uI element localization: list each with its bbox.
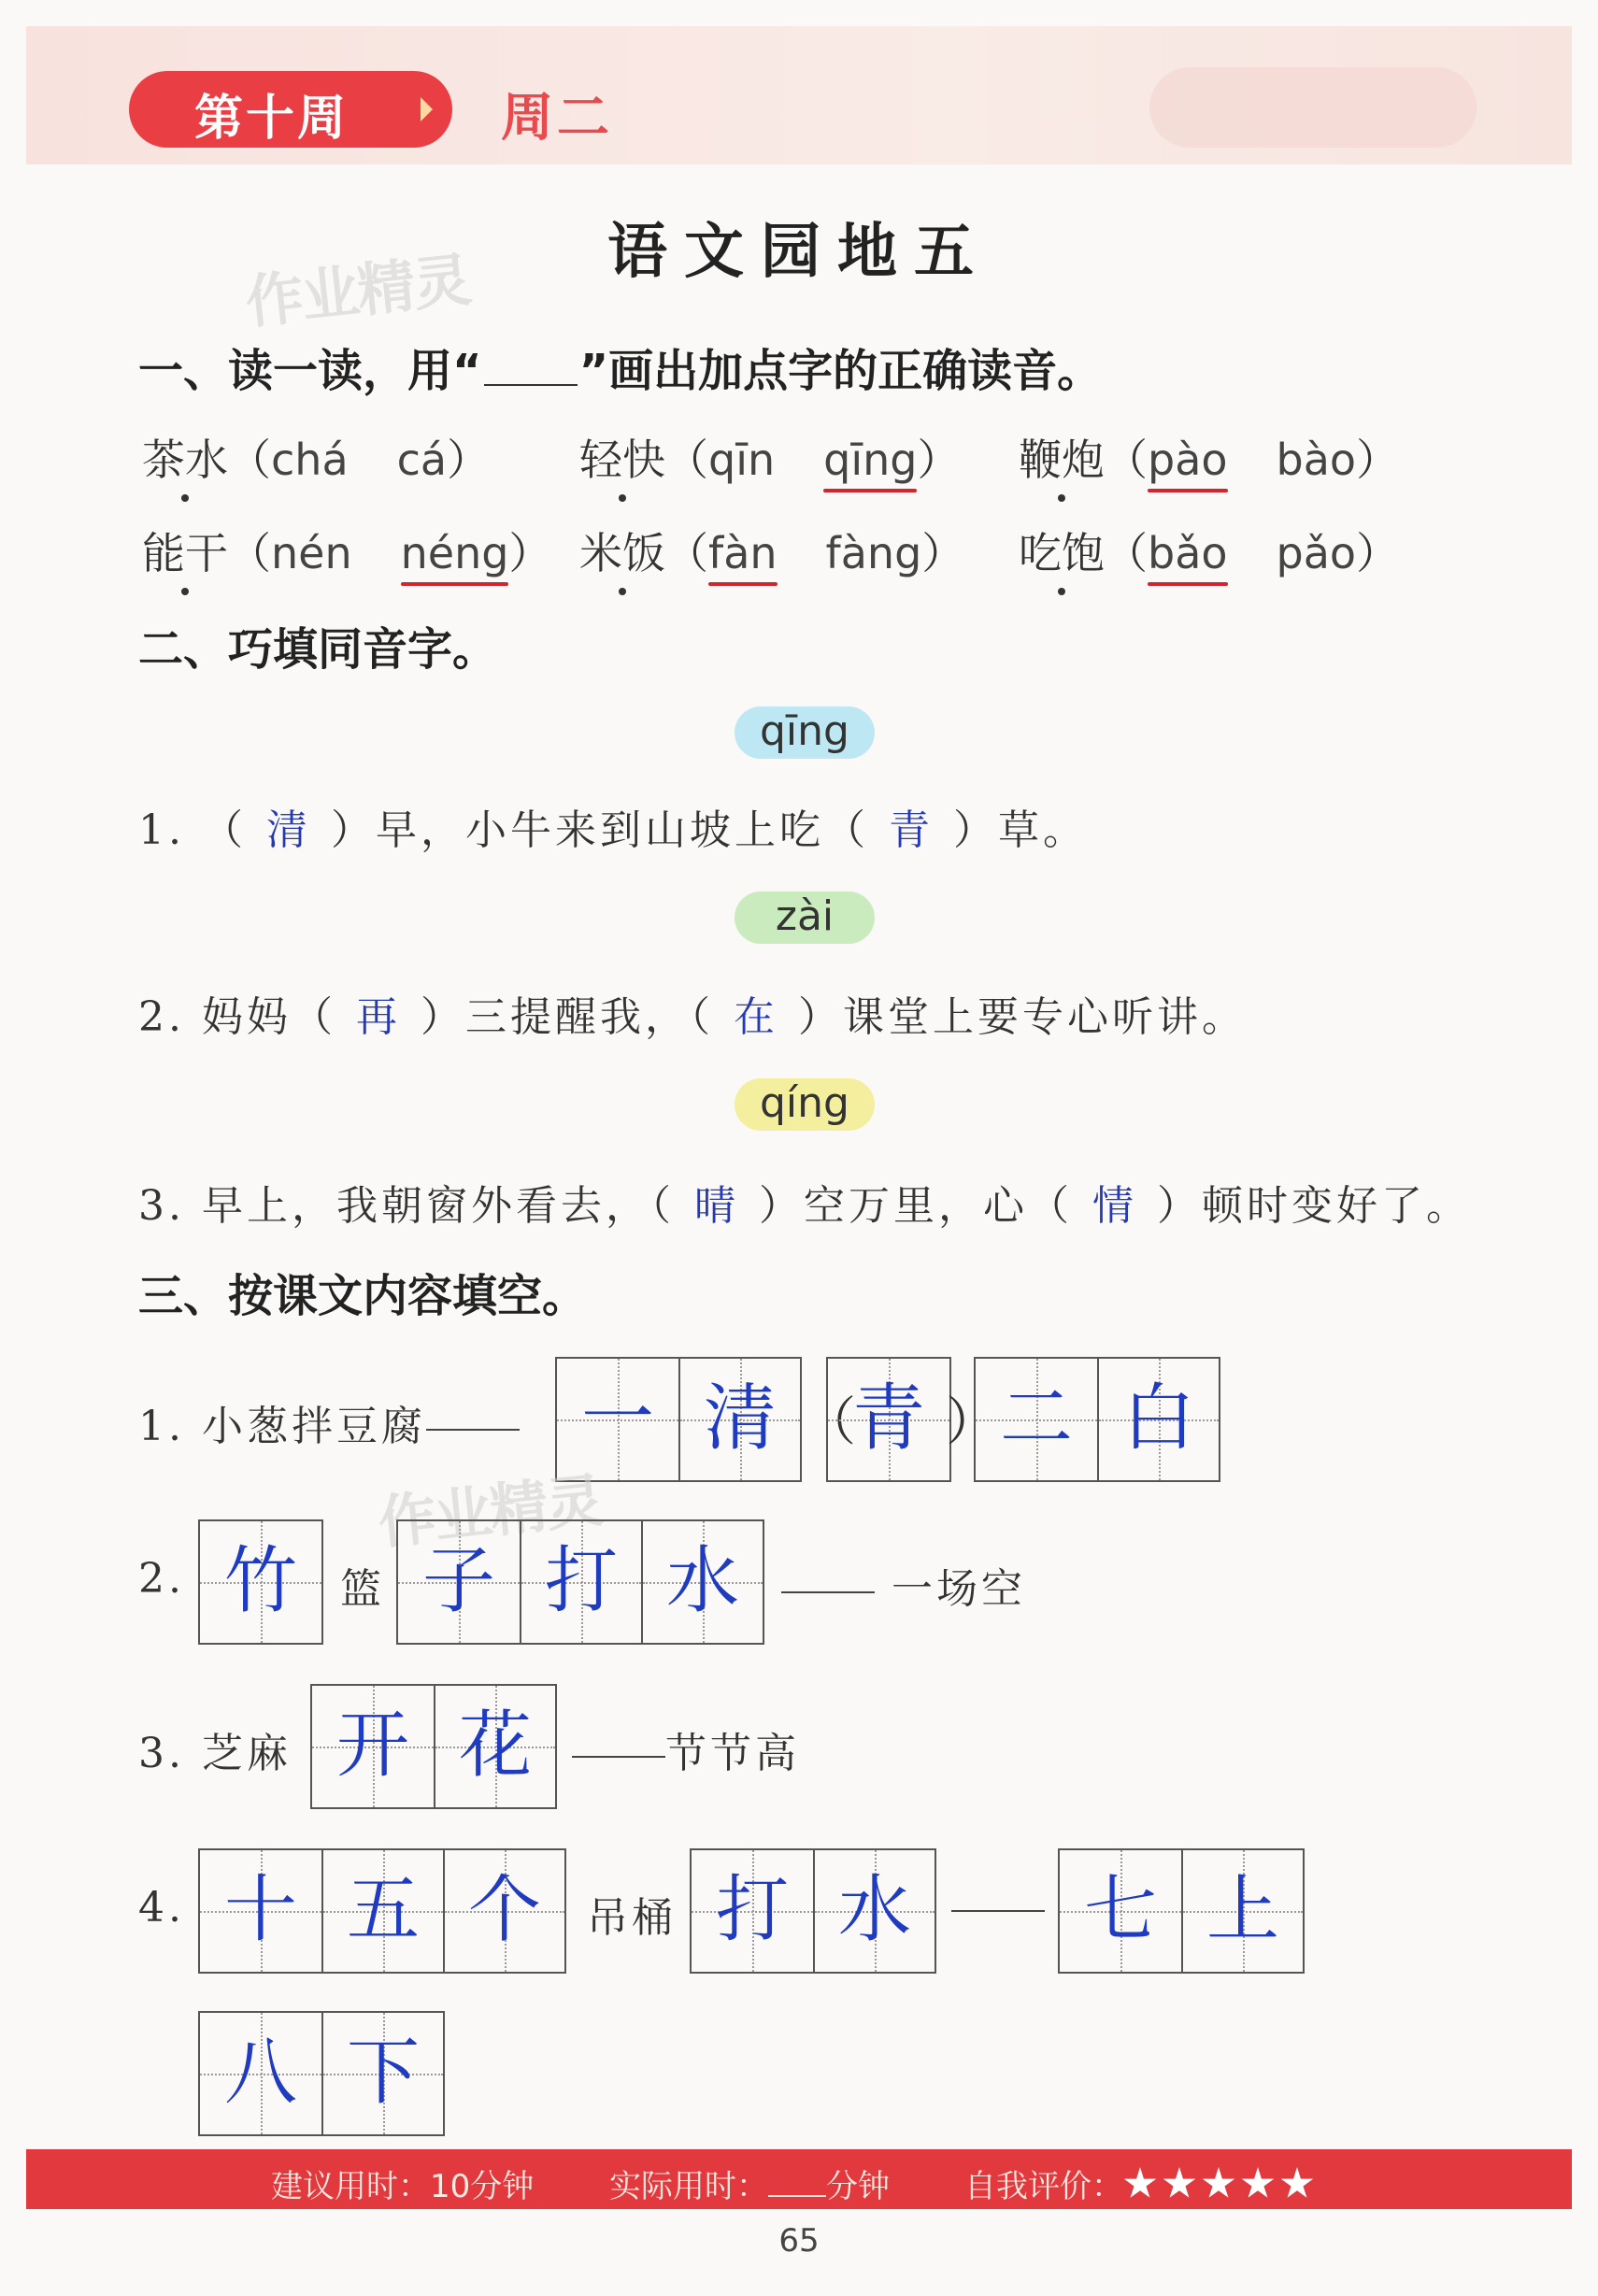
sentence-part: ）空万里，心（ xyxy=(758,1182,1073,1230)
sentence-part: ）三提醒我，（ xyxy=(420,993,714,1041)
homophone-sentence-2 xyxy=(138,983,1247,1043)
question-number: 3. xyxy=(138,1182,185,1230)
dash-line xyxy=(572,1756,665,1758)
grid-cell xyxy=(200,1850,321,1972)
grid-char: 花 xyxy=(458,1704,532,1788)
char-grid xyxy=(1058,1848,1305,1974)
grid-char: 下 xyxy=(346,2031,420,2115)
char-grid xyxy=(198,2011,445,2136)
star-icon xyxy=(1123,2167,1157,2201)
pron-option-selected: bǎo xyxy=(1148,528,1228,578)
grid-cell xyxy=(828,1359,949,1480)
sentence-part: ）课堂上要专心听讲。 xyxy=(797,993,1247,1041)
star-icon xyxy=(1163,2167,1196,2201)
grid-cell xyxy=(200,1521,321,1643)
sentence-part: ）早，小牛来到山坡上吃（ xyxy=(330,806,869,854)
grid-char: 青 xyxy=(851,1376,925,1461)
pron-word: 茶 水 xyxy=(142,435,228,485)
grid-char: 一 xyxy=(580,1376,654,1461)
watermark: 作业精灵 xyxy=(375,1465,606,1558)
pron-word: 吃饱 xyxy=(1019,528,1105,578)
answer-text: 青 xyxy=(888,806,934,854)
day-label: 周二 xyxy=(501,88,613,149)
char-grid xyxy=(555,1357,802,1482)
arrow-right-icon xyxy=(421,97,433,121)
pron-item-4: 能 干（nén néng） xyxy=(142,520,551,581)
pinyin-bubble: qīng xyxy=(735,706,875,759)
grid-cell xyxy=(321,2013,443,2134)
pron-option-selected: qīng xyxy=(823,435,918,485)
grid-cell xyxy=(976,1359,1097,1480)
pron-item-1: 茶 水（chá cá） xyxy=(142,426,490,488)
pinyin-bubble: qíng xyxy=(735,1078,875,1131)
pron-option: cá xyxy=(396,435,448,485)
grid-cell xyxy=(1060,1850,1181,1972)
grid-char: 七 xyxy=(1083,1868,1157,1952)
underline-sample xyxy=(484,350,578,386)
grid-cell xyxy=(1181,1850,1303,1972)
question-label: 小葱拌豆腐 xyxy=(201,1403,426,1450)
grid-char: 个 xyxy=(467,1868,541,1952)
pron-option: pǎo xyxy=(1276,528,1357,578)
grid-char: 开 xyxy=(335,1704,409,1788)
grid-char: 八 xyxy=(223,2031,297,2115)
char-grid xyxy=(826,1357,951,1482)
left-paren: （ xyxy=(804,1392,856,1453)
answer-text: 晴 xyxy=(693,1182,739,1230)
actual-time-label: 实际用时： xyxy=(609,2168,768,2205)
question-text: 篮 xyxy=(340,1565,385,1613)
grid-char: 五 xyxy=(346,1868,420,1952)
char-grid xyxy=(310,1684,557,1809)
grid-char: 打 xyxy=(544,1539,618,1623)
grid-char: 子 xyxy=(421,1539,495,1623)
question-number: 1. xyxy=(138,806,185,854)
char-grid xyxy=(396,1519,764,1645)
question-number: 1. xyxy=(138,1403,185,1450)
dash-line xyxy=(426,1429,520,1431)
pron-option: bào xyxy=(1276,435,1357,485)
homophone-sentence-3 xyxy=(138,1172,1471,1232)
answer-text: 清 xyxy=(265,806,311,854)
question-number: 2. xyxy=(138,1555,185,1603)
grid-cell xyxy=(434,1686,555,1807)
grid-cell xyxy=(520,1521,641,1643)
fill-question-1 xyxy=(138,1392,520,1452)
question-tail xyxy=(781,1555,1026,1615)
sentence-part: ）顿时变好了。 xyxy=(1156,1182,1471,1230)
grid-char: 竹 xyxy=(223,1539,297,1623)
grid-char: 清 xyxy=(703,1376,777,1461)
self-evaluation xyxy=(964,2161,1320,2206)
actual-time-unit: 分钟 xyxy=(826,2168,890,2205)
header-decoration xyxy=(1149,67,1477,148)
question-number: 3. xyxy=(138,1730,185,1777)
fill-question-3 xyxy=(138,1719,292,1779)
pron-option-selected: néng xyxy=(400,528,509,578)
suggested-time: 建议用时：10分钟 xyxy=(271,2168,535,2205)
question-number: 4. xyxy=(138,1884,185,1932)
pron-word: 鞭炮 xyxy=(1019,435,1105,485)
star-icon xyxy=(1202,2167,1235,2201)
section-3-heading: 三、按课文内容填空。 xyxy=(138,1270,588,1322)
pron-option-selected: fàn xyxy=(708,528,778,578)
grid-char: 白 xyxy=(1121,1376,1195,1461)
grid-char: 水 xyxy=(665,1539,739,1623)
homophone-sentence-1 xyxy=(138,796,1088,856)
self-eval-label: 自我评价： xyxy=(964,2168,1123,2205)
grid-char: 打 xyxy=(715,1868,789,1952)
sentence-part: 妈妈（ xyxy=(201,993,336,1041)
pron-item-2: 轻 快（qīn qīng） xyxy=(579,426,960,488)
grid-cell xyxy=(200,2013,321,2134)
pron-word: 能 干 xyxy=(142,528,228,578)
week-badge xyxy=(129,71,452,148)
question-text: 节节高 xyxy=(665,1730,800,1777)
pron-option: chá xyxy=(271,435,349,485)
grid-char: 十 xyxy=(223,1868,297,1952)
week-label: 第十周 xyxy=(194,91,350,147)
page-title: 语文园地五 xyxy=(607,217,991,287)
answer-text: 再 xyxy=(355,993,401,1041)
section-1-heading-pre: 一、读一读，用“ xyxy=(138,345,482,397)
watermark: 作业精灵 xyxy=(242,245,473,337)
char-grid xyxy=(974,1357,1220,1482)
grid-cell xyxy=(443,1850,564,1972)
question-label: 芝麻 xyxy=(201,1730,292,1777)
pron-option: nén xyxy=(271,528,352,578)
star-icon xyxy=(1280,2167,1314,2201)
pron-item-3: 鞭炮 （pào bào） xyxy=(1019,426,1399,488)
dash-line xyxy=(951,1884,1045,1932)
question-text: 吊桶 xyxy=(587,1894,677,1942)
dash-line xyxy=(781,1591,875,1593)
page-number: 65 xyxy=(778,2222,820,2260)
char-grid xyxy=(198,1848,566,1974)
sentence-part: （ xyxy=(201,806,247,854)
section-2-heading: 二、巧填同音字。 xyxy=(138,623,498,676)
char-grid xyxy=(690,1848,936,1974)
star-icon xyxy=(1241,2167,1275,2201)
actual-time xyxy=(609,2161,890,2206)
answer-text: 情 xyxy=(1091,1182,1137,1230)
sentence-part: ）草。 xyxy=(952,806,1088,854)
pinyin-bubble: zài xyxy=(735,891,875,944)
grid-cell xyxy=(813,1850,935,1972)
answer-text: 在 xyxy=(733,993,778,1041)
grid-char: 二 xyxy=(999,1376,1073,1461)
grid-cell xyxy=(398,1521,520,1643)
grid-char: 水 xyxy=(837,1868,911,1952)
grid-cell xyxy=(1097,1359,1219,1480)
grid-char: 上 xyxy=(1206,1868,1279,1952)
pron-word: 轻 快 xyxy=(579,435,665,485)
grid-cell xyxy=(641,1521,763,1643)
actual-time-blank xyxy=(768,2171,826,2197)
pron-item-5: 米饭 （fàn fàng） xyxy=(579,520,964,581)
section-1-heading-post: ”画出加点字的正确读音。 xyxy=(578,345,1103,397)
section-1-heading xyxy=(138,335,1102,399)
question-number: 2. xyxy=(138,993,185,1041)
pron-option: qīn xyxy=(708,435,776,485)
grid-cell xyxy=(321,1850,443,1972)
pron-option-selected: pào xyxy=(1148,435,1228,485)
footer-bar xyxy=(26,2149,1572,2209)
right-paren: ） xyxy=(946,1392,998,1453)
pron-option: fàng xyxy=(825,528,922,578)
sentence-part: 早上，我朝窗外看去，（ xyxy=(201,1182,675,1230)
question-text: 一场空 xyxy=(892,1565,1026,1613)
grid-cell xyxy=(692,1850,813,1972)
char-grid xyxy=(198,1519,323,1645)
pron-item-6: 吃饱 （bǎo pǎo） xyxy=(1019,520,1399,581)
grid-cell xyxy=(678,1359,800,1480)
grid-cell xyxy=(557,1359,678,1480)
pron-word: 米饭 xyxy=(579,528,665,578)
grid-cell xyxy=(312,1686,434,1807)
question-tail xyxy=(572,1719,800,1779)
